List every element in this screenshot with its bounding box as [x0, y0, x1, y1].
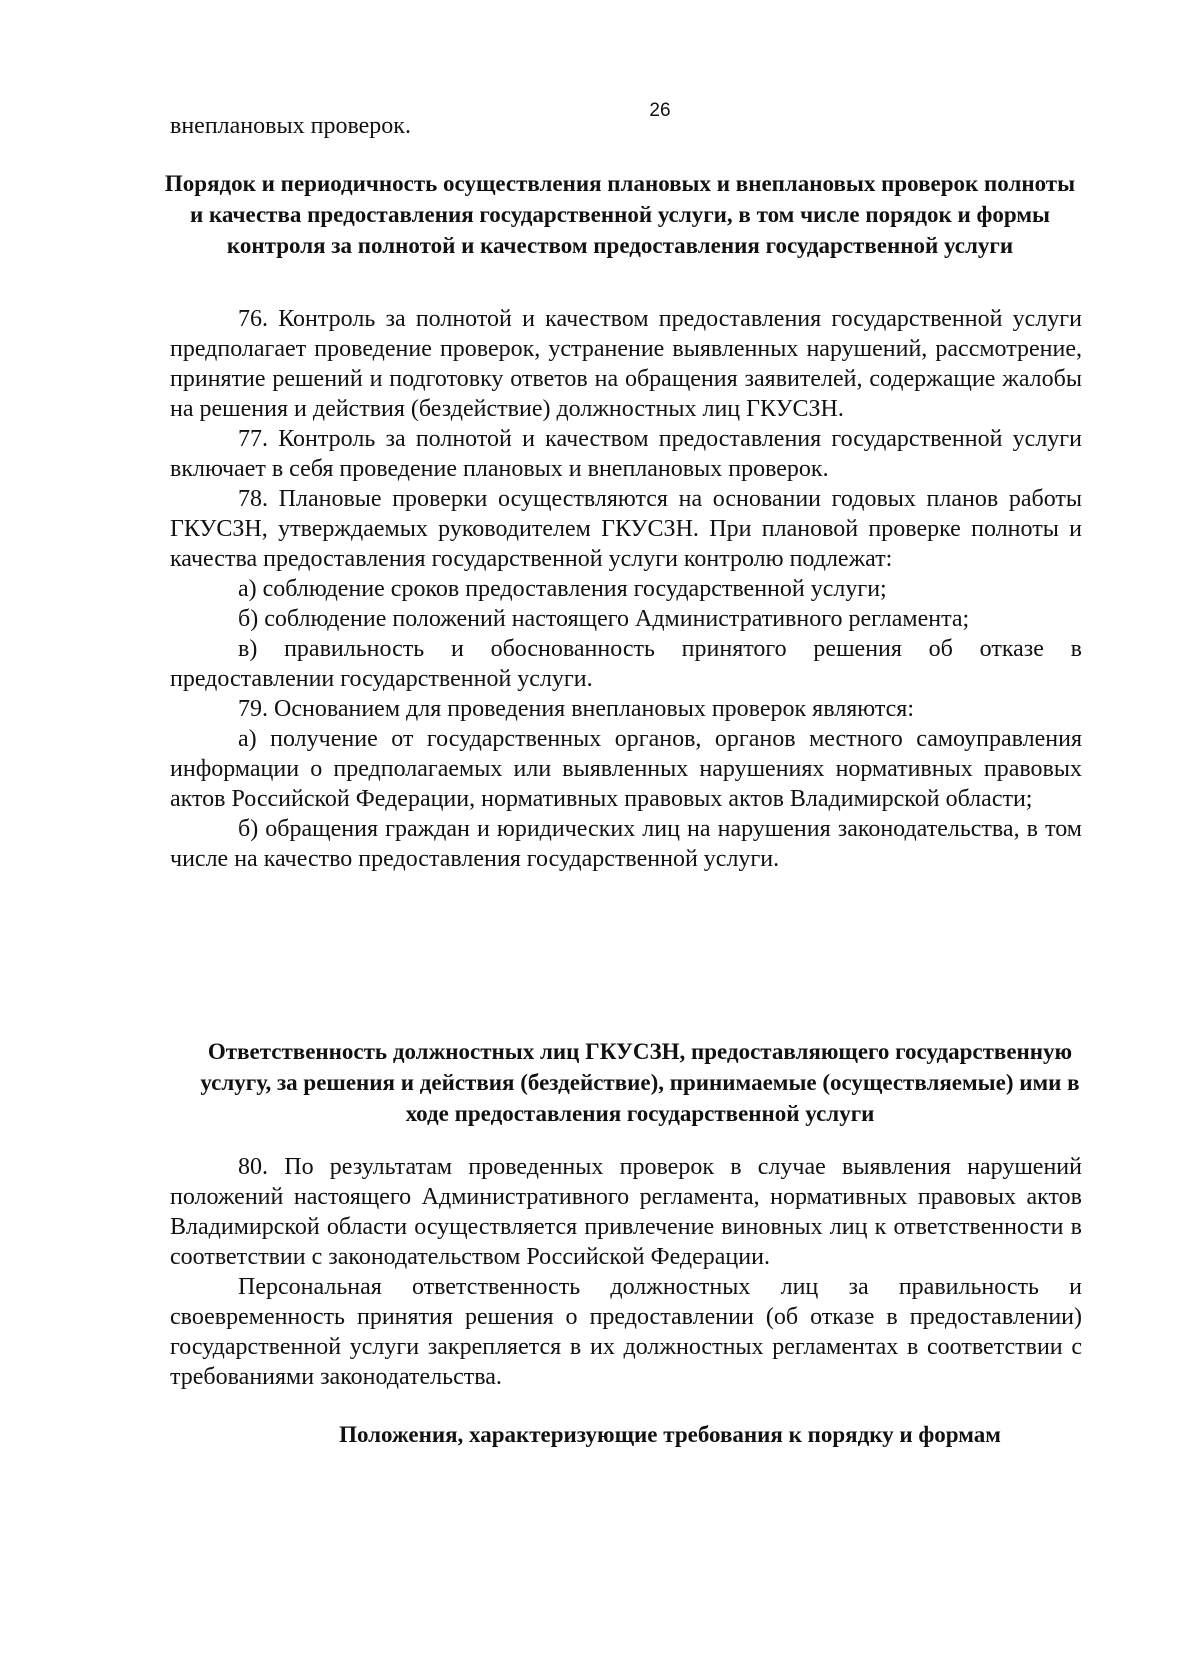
paragraph-78-a: а) соблюдение сроков предоставления государственной услуги; [238, 576, 887, 602]
continuation-line [170, 111, 1082, 141]
paragraph-personal-responsibility: Персональная ответственность должностных лиц за правильность и своевременность принятия решения о предоставлении (об отказе в предоставлении) государственной услуги закрепляется в их должностных регламентах в соответствии с требованиями законодательства. [170, 1274, 1082, 1390]
paragraph-76: 76. Контроль за полнотой и качеством предоставления государственной услуги предполагает проведение проверок, устранение выявленных нарушений, рассмотрение, принятие решений и подготовку ответов на обращения заявителей, содержащие жалобы на решения и действия (бездействие) должностных лиц ГКУСЗН. [170, 306, 1082, 422]
section-heading-responsibility: Ответственность должностных лиц ГКУСЗН, предоставляющего государственную услугу, за решения и действия (бездействие), принимаемые (осуществляемые) ими в ходе предоставления государственной услуги [200, 1039, 1080, 1126]
paragraph-79: 79. Основанием для проведения внеплановых проверок являются: [238, 696, 914, 722]
continuation-text: внеплановых проверок. [170, 113, 411, 139]
paragraph-79-a: а) получение от государственных органов, органов местного самоуправления информации о предполагаемых или выявленных нарушениях нормативных правовых актов Российской Федерации, нормативных правовых актов Владимирской области; [170, 726, 1082, 812]
paragraph-79-b: б) обращения граждан и юридических лиц на нарушения законодательства, в том числе на качество предоставления государственной услуги. [170, 816, 1082, 872]
paragraph-78-v: в) правильность и обоснованность принятого решения об отказе в предоставлении государственной услуги. [170, 636, 1082, 692]
section-responsibility-body [170, 1152, 1082, 1392]
paragraph-77: 77. Контроль за полнотой и качеством предоставления государственной услуги включает в себя проведение плановых и внеплановых проверок. [170, 426, 1082, 482]
section-heading-requirements: Положения, характеризующие требования к порядку и формам [339, 1422, 1001, 1447]
page-number: 26 [649, 100, 671, 121]
section-control-body [170, 304, 1082, 874]
paragraph-78-b: б) соблюдение положений настоящего Административного регламента; [238, 606, 970, 632]
section-heading-control-procedure: Порядок и периодичность осуществления плановых и внеплановых проверок полноты и качества предоставления государственной услуги, в том числе порядок и формы контроля за полнотой и качеством предоставления государственной услуги [164, 171, 1076, 258]
paragraph-78: 78. Плановые проверки осуществляются на основании годовых планов работы ГКУСЗН, утверждаемых руководителем ГКУСЗН. При плановой проверке полноты и качества предоставления государственной услуги контролю подлежат: [170, 486, 1082, 572]
paragraph-80: 80. По результатам проведенных проверок в случае выявления нарушений положений настоящего Административного регламента, нормативных правовых актов Владимирской области осуществляется привлечение виновных лиц к ответственности в соответствии с законодательством Российской Федерации. [170, 1154, 1082, 1270]
